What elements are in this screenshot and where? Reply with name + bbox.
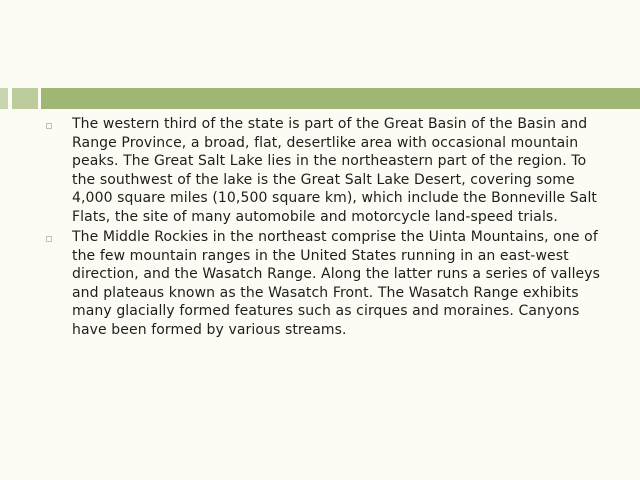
- header-accent-bar-small: [0, 88, 8, 109]
- header-accent-bar: [41, 88, 640, 109]
- bullet-text: The western third of the state is part of the Great Basin of the Basin and Range Province, a broad, flat, desertlike area with occasional mountain peaks. The Great Salt Lake lies in the northeastern part of the region. To the southwest of the lake is the Great Salt Lake Desert, covering some 4,000 square miles (10,500 square km), which include the Bonneville Salt Flats, the site of many automobile and motorcycle land-speed trials.: [72, 116, 598, 225]
- bullet-item-western-third: [46, 115, 606, 226]
- bullet-list: [46, 115, 606, 341]
- hollow-square-bullet-icon: [46, 236, 52, 242]
- hollow-square-bullet-icon: [46, 123, 52, 129]
- bullet-item-middle-rockies: [46, 228, 606, 339]
- header-accent-bar-medium: [12, 88, 38, 109]
- bullet-text: The Middle Rockies in the northeast comprise the Uinta Mountains, one of the few mountain ranges in the United States running in an east-west direction, and the Wasatch Range. Along the latter runs a series of valleys and plateaus known as the Wasatch Front. The Wasatch Range exhibits many glacially formed features such as cirques and moraines. Canyons have been formed by various streams.: [72, 229, 601, 338]
